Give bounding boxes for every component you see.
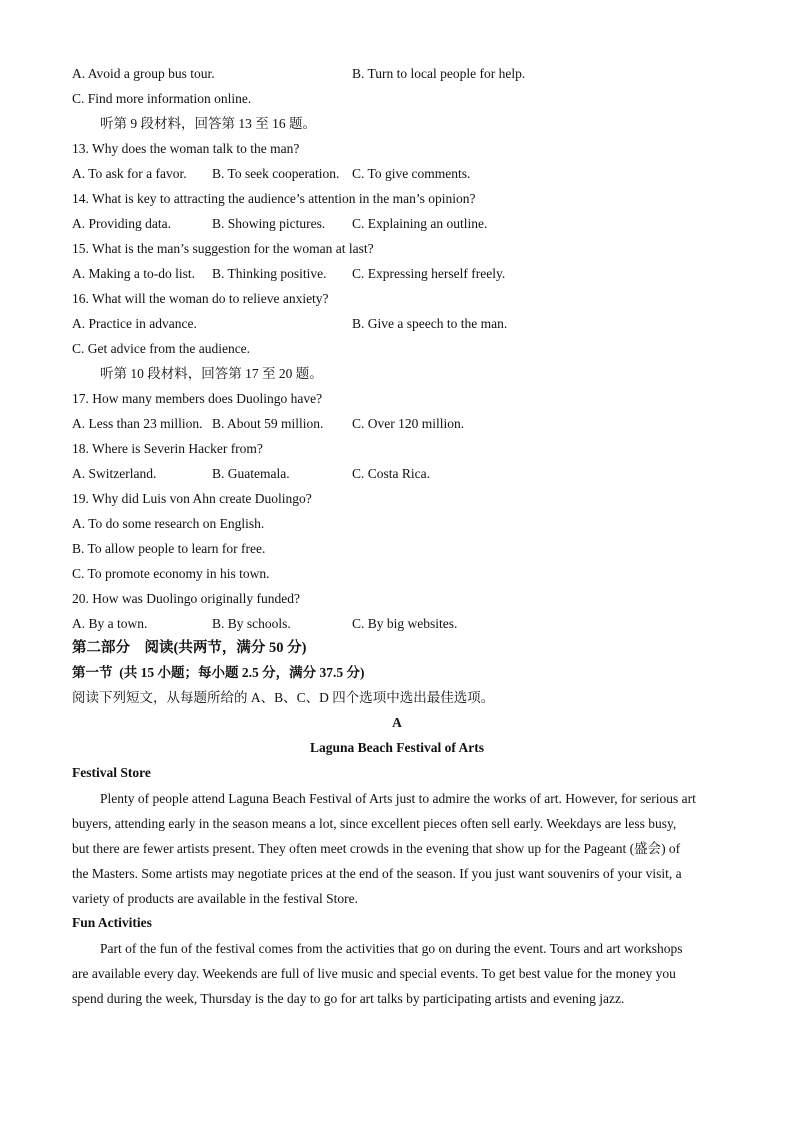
section-one-heading: 第一节 (共 15 小题；每小题 2.5 分，满分 37.5 分) bbox=[72, 665, 365, 680]
q17-option-b: B. About 59 million. bbox=[212, 416, 324, 431]
instruction-passage-10: 听第 10 段材料，回答第 17 至 20 题。 bbox=[100, 366, 323, 381]
paragraph-line: Plenty of people attend Laguna Beach Festival of Arts just to admire the works of art. However, for serious art bbox=[100, 791, 696, 806]
q20-option-b: B. By schools. bbox=[212, 616, 291, 631]
paragraph-fun-activities bbox=[72, 936, 724, 1011]
q12-option-a: A. Avoid a group bus tour. bbox=[72, 66, 215, 81]
paragraph-line: variety of products are available in the festival Store. bbox=[72, 891, 359, 906]
paragraph-line: are available every day. Weekends are full of live music and special events. To get best value for the money you bbox=[72, 966, 676, 981]
part-two-heading: 第二部分 阅读(共两节，满分 50 分) bbox=[72, 640, 307, 656]
q20-option-c: C. By big websites. bbox=[352, 616, 458, 631]
paragraph-line: Part of the fun of the festival comes from the activities that go on during the event. Tours and art workshops bbox=[100, 941, 683, 956]
q19-option-b: B. To allow people to learn for free. bbox=[72, 541, 266, 556]
heading-fun-activities: Fun Activities bbox=[72, 915, 152, 930]
question-16: 16. What will the woman do to relieve anxiety? bbox=[72, 291, 329, 306]
question-15: 15. What is the man’s suggestion for the woman at last? bbox=[72, 241, 374, 256]
q12-option-c: C. Find more information online. bbox=[72, 91, 252, 106]
q14-option-a: A. Providing data. bbox=[72, 216, 171, 231]
paragraph-line: spend during the week, Thursday is the day to go for art talks by participating artists and evening jazz. bbox=[72, 991, 625, 1006]
q13-option-c: C. To give comments. bbox=[352, 166, 471, 181]
paragraph-line: the Masters. Some artists may negotiate prices at the end of the season. If you just want souvenirs of your visit, a bbox=[72, 866, 682, 881]
instruction-passage-9: 听第 9 段材料，回答第 13 至 16 题。 bbox=[100, 116, 316, 131]
q14-option-b: B. Showing pictures. bbox=[212, 216, 326, 231]
q19-option-c: C. To promote economy in his town. bbox=[72, 566, 270, 581]
q18-option-a: A. Switzerland. bbox=[72, 466, 157, 481]
heading-festival-store: Festival Store bbox=[72, 765, 151, 780]
q20-option-a: A. By a town. bbox=[72, 616, 148, 631]
paragraph-line: but there are fewer artists present. They often meet crowds in the evening that show up for the Pageant (盛会) of bbox=[72, 841, 681, 856]
passage-title: Laguna Beach Festival of Arts bbox=[310, 740, 484, 755]
paragraph-line: buyers, attending early in the season means a lot, since excellent pieces often sell early. Weekdays are less busy, bbox=[72, 816, 677, 831]
passage-letter: A bbox=[392, 715, 402, 730]
question-13: 13. Why does the woman talk to the man? bbox=[72, 141, 300, 156]
question-14: 14. What is key to attracting the audience’s attention in the man’s opinion? bbox=[72, 191, 476, 206]
q15-option-a: A. Making a to-do list. bbox=[72, 266, 195, 281]
q16-option-a: A. Practice in advance. bbox=[72, 316, 197, 331]
question-18: 18. Where is Severin Hacker from? bbox=[72, 441, 263, 456]
q15-option-b: B. Thinking positive. bbox=[212, 266, 327, 281]
q15-option-c: C. Expressing herself freely. bbox=[352, 266, 506, 281]
paragraph-festival-store bbox=[72, 786, 724, 911]
q18-option-b: B. Guatemala. bbox=[212, 466, 290, 481]
question-17: 17. How many members does Duolingo have? bbox=[72, 391, 323, 406]
q18-option-c: C. Costa Rica. bbox=[352, 466, 430, 481]
q16-option-c: C. Get advice from the audience. bbox=[72, 341, 251, 356]
q17-option-c: C. Over 120 million. bbox=[352, 416, 465, 431]
q16-option-b: B. Give a speech to the man. bbox=[352, 316, 508, 331]
question-20: 20. How was Duolingo originally funded? bbox=[72, 591, 300, 606]
q14-option-c: C. Explaining an outline. bbox=[352, 216, 488, 231]
reading-instruction: 阅读下列短文，从每题所给的 A、B、C、D 四个选项中选出最佳选项。 bbox=[72, 690, 495, 705]
q13-option-b: B. To seek cooperation. bbox=[212, 166, 340, 181]
q12-option-b: B. Turn to local people for help. bbox=[352, 66, 526, 81]
q19-option-a: A. To do some research on English. bbox=[72, 516, 265, 531]
q13-option-a: A. To ask for a favor. bbox=[72, 166, 187, 181]
q17-option-a: A. Less than 23 million. bbox=[72, 416, 203, 431]
question-19: 19. Why did Luis von Ahn create Duolingo? bbox=[72, 491, 312, 506]
